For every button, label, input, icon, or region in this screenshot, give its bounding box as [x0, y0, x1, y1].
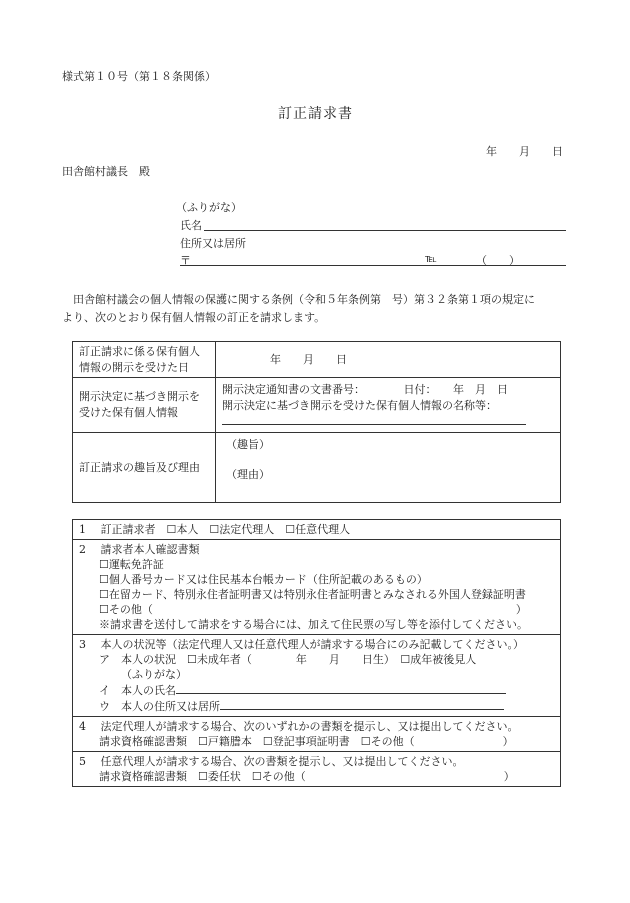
intro-line-2: より、次のとおり保有個人情報の訂正を請求します。 [62, 311, 326, 324]
addressee: 田舎館村議長 殿 [62, 165, 150, 178]
intro-line-1: 田舎館村議会の個人情報の保護に関する条例（令和５年条例第 号）第３２条第１項の規定に [62, 293, 535, 306]
disclosed-info-label: 開示決定に基づき開示を 受けた保有個人情報 [73, 378, 216, 433]
principal-address-field[interactable] [220, 698, 504, 710]
voluntary-rep-doc-options[interactable]: 請求資格確認書類 ☐委任状 ☐その他（ ） [99, 770, 515, 783]
id-doc-option[interactable]: ☐運転免許証 [99, 558, 164, 571]
section-4-legal-representative: 4 法定代理人が請求する場合、次のいずれかの書類を提示し、又は提出してください。 請求資格確認書類 ☐戸籍謄本 ☐登記事項証明書 ☐その他（ ） [73, 717, 561, 752]
page-title: 訂正請求書 [278, 106, 353, 122]
reason-label: （理由） [226, 468, 270, 481]
disclosure-date-label: 訂正請求に係る保有個人 情報の開示を受けた日 [73, 342, 216, 378]
legal-rep-doc-options[interactable]: 請求資格確認書類 ☐戸籍謄本 ☐登記事項証明書 ☐その他（ ） [99, 735, 514, 748]
disclosed-info-value[interactable]: 開示決定通知書の文書番号： 日付： 年 月 日 開示決定に基づき開示を受けた保有個人情報の名称等： [216, 378, 561, 433]
section-2-id-documents: 2 請求者本人確認書類 ☐運転免許証 ☐個人番号カード又は住民基本台帳カード（住所記載のあるもの） ☐在留カード、特別永住者証明書又は特別永住者証明書とみなされる外国人登録証明書 ☐その他（ ） ※請求書を送付して請求をする場合には、加えて住民票の写し等を添付してください。 [73, 540, 561, 635]
correction-purpose-value[interactable] [216, 433, 561, 503]
applicant-furigana-label: （ふりがな） [176, 201, 242, 214]
section-5-voluntary-representative: 5 任意代理人が請求する場合、次の書類を提示し、又は提出してください。 請求資格確認書類 ☐委任状 ☐その他（ ） [73, 752, 561, 787]
principal-name-row: イ 本人の氏名 [79, 682, 554, 698]
purpose-label: （趣旨） [226, 438, 270, 451]
applicant-name-field[interactable] [204, 230, 566, 231]
applicant-address-label: 住所又は居所 [180, 237, 246, 250]
form-number: 様式第１０号（第１８条関係） [62, 70, 216, 83]
correction-purpose-label: 訂正請求の趣旨及び理由 [73, 433, 216, 503]
principal-address-row: ウ 本人の住所又は居所 [79, 698, 554, 714]
applicant-name-label: 氏名 [180, 219, 202, 232]
disclosed-info-name-field[interactable] [222, 414, 526, 425]
id-doc-option[interactable]: ☐個人番号カード又は住民基本台帳カード（住所記載のあるもの） [99, 573, 428, 586]
id-doc-note: ※請求書を送付して請求をする場合には、加えて住民票の写し等を添付してください。 [99, 618, 528, 631]
request-info-table [72, 341, 561, 503]
section-3-principal-status: 3 本人の状況等（法定代理人又は任意代理人が請求する場合にのみ記載してください。） ア 本人の状況 ☐未成年者（ 年 月 日生） ☐成年被後見人 （ふりがな） イ 本人の氏名 ウ 本人の住所又は居所 [73, 635, 561, 717]
tel-mark: ℡ [425, 252, 437, 265]
section-1-requester[interactable]: 1 訂正請求者 ☐本人 ☐法定代理人 ☐任意代理人 [73, 520, 561, 540]
id-doc-option[interactable]: ☐その他（ ） [99, 603, 527, 616]
tel-parens[interactable]: （ ） [476, 254, 520, 267]
postal-mark: 〒 [180, 254, 191, 267]
principal-status-options[interactable]: ア 本人の状況 ☐未成年者（ 年 月 日生） ☐成年被後見人 [99, 653, 477, 666]
principal-name-field[interactable] [176, 682, 506, 694]
disclosure-date-value[interactable]: 年 月 日 [216, 342, 561, 378]
date-line[interactable]: 年 月 日 [486, 145, 563, 158]
id-doc-option[interactable]: ☐在留カード、特別永住者証明書又は特別永住者証明書とみなされる外国人登録証明書 [99, 588, 526, 601]
requester-details-table [72, 519, 561, 787]
principal-furigana-label: （ふりがな） [121, 668, 187, 681]
applicant-address-field[interactable] [180, 265, 566, 266]
